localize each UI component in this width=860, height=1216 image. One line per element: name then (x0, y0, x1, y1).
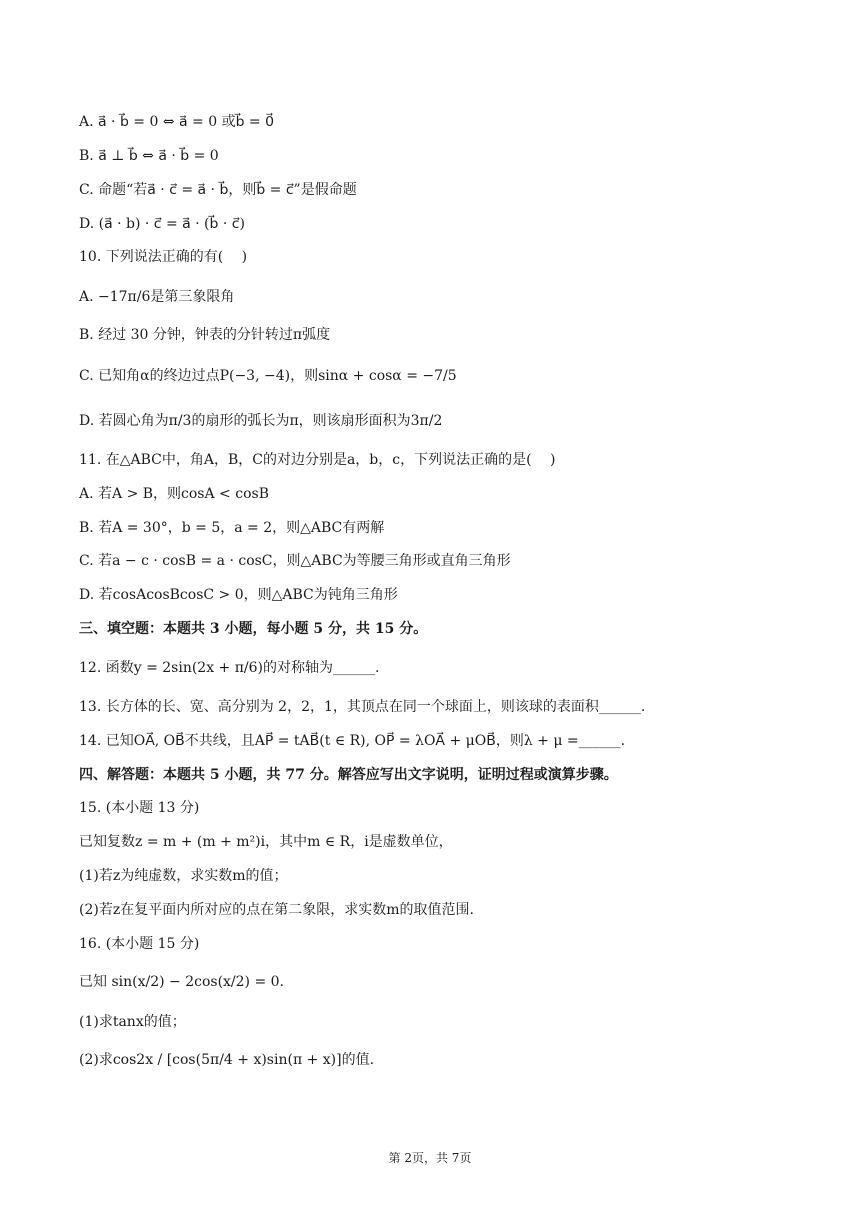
line-9a: A. a⃗ · b⃗ = 0 ⇔ a⃗ = 0 或b⃗ = 0⃗ (79, 114, 274, 130)
question-16-stem: 已知 sin(x/2) − 2cos(x/2) = 0. (79, 974, 284, 990)
question-15-title: 15. (本小题 13 分) (79, 800, 200, 816)
question-16-title: 16. (本小题 15 分) (79, 936, 200, 952)
question-15-part2: (2)若z在复平面内所对应的点在第二象限，求实数m的取值范围. (79, 902, 474, 918)
line-10d: D. 若圆心角为π/3的扇形的弧长为π，则该扇形面积为3π/2 (79, 413, 443, 429)
question-15-stem: 已知复数z = m + (m + m²)i，其中m ∈ R，i是虚数单位， (79, 834, 453, 850)
line-10a: A. −17π/6是第三象限角 (79, 289, 235, 305)
line-11a: A. 若A > B，则cosA < cosB (79, 486, 269, 502)
line-9b: B. a⃗ ⊥ b⃗ ⇔ a⃗ · b⃗ = 0 (79, 148, 219, 164)
question-16-part1: (1)求tanx的值； (79, 1014, 186, 1030)
line-11d: D. 若cosAcosBcosC > 0，则△ABC为钝角三角形 (79, 587, 398, 603)
question-10: 10. 下列说法正确的有( ) (79, 249, 248, 265)
question-12: 12. 函数y = 2sin(2x + π/6)的对称轴为______. (79, 660, 380, 676)
question-13: 13. 长方体的长、宽、高分别为 2，2，1，其顶点在同一个球面上，则该球的表面积______. (79, 699, 646, 715)
line-9c: C. 命题“若a⃗ · c⃗ = a⃗ · b⃗，则b⃗ = c⃗”是假命题 (79, 182, 357, 198)
question-16-part2: (2)求cos2x / [cos(5π/4 + x)sin(π + x)]的值. (79, 1052, 375, 1068)
line-11c: C. 若a − c · cosB = a · cosC，则△ABC为等腰三角形或直角三角形 (79, 553, 511, 569)
line-11b: B. 若A = 30°，b = 5，a = 2，则△ABC有两解 (79, 520, 385, 536)
section-heading-4: 四、解答题：本题共 5 小题，共 77 分。解答应写出文字说明，证明过程或演算步骤。 (79, 767, 618, 783)
question-11: 11. 在△ABC中，角A，B，C的对边分别是a，b，c，下列说法正确的是( ) (79, 452, 556, 468)
question-14: 14. 已知OA⃗, OB⃗不共线，且AP⃗ = tAB⃗(t ∈ R), OP⃗ = λOA⃗ + μOB⃗，则λ + μ =______. (79, 733, 626, 749)
line-10c: C. 已知角α的终边过点P(−3, −4)，则sinα + cosα = −7/5 (79, 368, 457, 384)
page-footer: 第 2页，共 7页 (388, 1151, 472, 1165)
line-9d: D. (a⃗ · b) · c⃗ = a⃗ · (b⃗ · c⃗) (79, 216, 245, 232)
section-heading-3: 三、填空题：本题共 3 小题，每小题 5 分，共 15 分。 (79, 621, 428, 637)
question-15-part1: (1)若z为纯虚数，求实数m的值； (79, 868, 288, 884)
line-10b: B. 经过 30 分钟，钟表的分针转过π弧度 (79, 327, 331, 343)
